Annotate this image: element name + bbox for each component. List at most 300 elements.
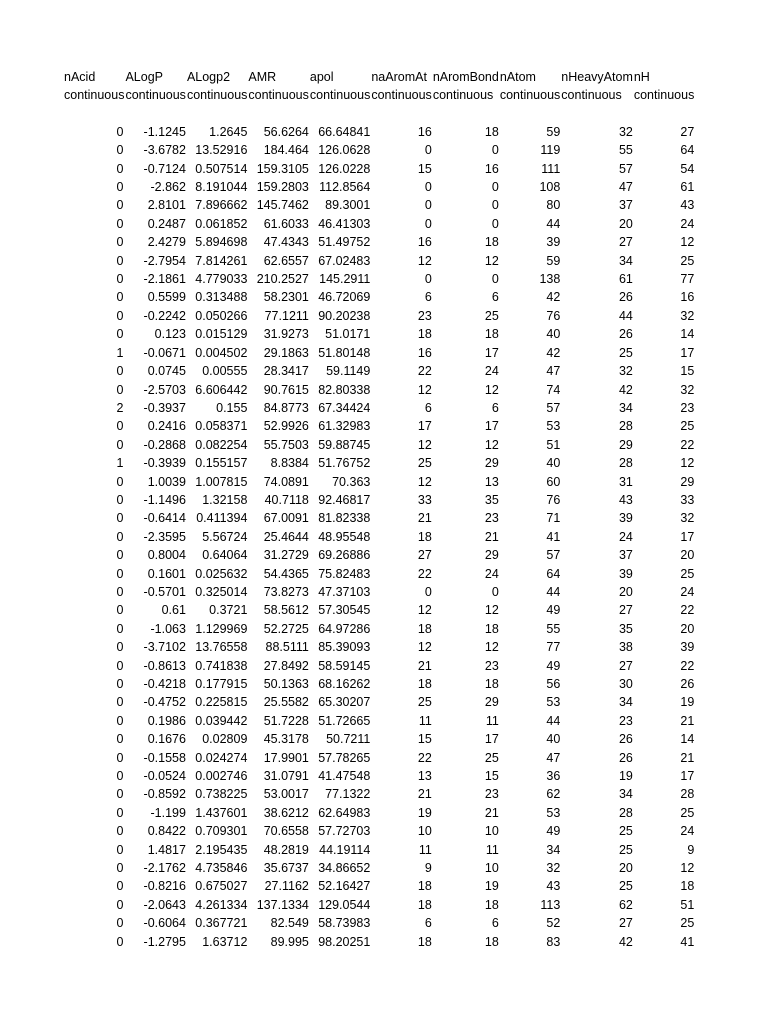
table-cell[interactable]: 7.896662	[195, 198, 248, 213]
table-cell[interactable]: 20	[680, 621, 695, 636]
table-cell[interactable]: 34	[618, 787, 633, 802]
table-cell[interactable]: 65.30207	[318, 695, 371, 710]
table-cell[interactable]: 43	[680, 198, 695, 213]
table-cell[interactable]: 50.1363	[263, 677, 309, 691]
table-cell[interactable]: 21	[484, 805, 499, 820]
table-cell[interactable]: 0	[491, 180, 499, 195]
table-cell[interactable]: 61	[618, 272, 633, 287]
table-cell[interactable]: -0.0524	[143, 769, 186, 784]
table-cell[interactable]: 44	[618, 308, 633, 323]
table-cell[interactable]: 2.195435	[195, 842, 248, 857]
table-cell[interactable]: 26	[618, 750, 633, 765]
table-cell[interactable]: 18	[417, 879, 432, 894]
table-cell[interactable]: 0	[116, 640, 124, 655]
table-cell[interactable]: 16	[417, 345, 432, 360]
table-cell[interactable]: 40	[546, 732, 561, 747]
column-type-cell[interactable]: continuous	[561, 88, 622, 103]
table-cell[interactable]: 0.313488	[195, 290, 248, 305]
table-cell[interactable]: 108	[539, 180, 561, 195]
table-cell[interactable]: 0	[116, 419, 124, 434]
table-cell[interactable]: -2.7954	[143, 253, 186, 268]
table-cell[interactable]: -0.8592	[143, 787, 186, 802]
table-cell[interactable]: 53	[546, 805, 561, 820]
table-cell[interactable]: 25	[618, 345, 633, 360]
table-cell[interactable]: 27	[618, 658, 633, 673]
table-cell[interactable]: 4.735846	[195, 861, 248, 876]
table-cell[interactable]: 6	[424, 916, 432, 931]
table-cell[interactable]: 0.1676	[147, 732, 186, 747]
table-cell[interactable]: 0.058371	[195, 419, 248, 434]
table-cell[interactable]: 18	[484, 235, 499, 250]
table-cell[interactable]: 12	[417, 640, 432, 655]
table-cell[interactable]: 2	[116, 400, 124, 415]
table-cell[interactable]: 0.155	[216, 400, 248, 415]
table-cell[interactable]: 11	[418, 842, 432, 857]
table-cell[interactable]: 0.2416	[147, 419, 186, 434]
table-cell[interactable]: 24	[484, 566, 499, 581]
table-cell[interactable]: 53.0017	[263, 787, 309, 802]
table-cell[interactable]: 41	[546, 529, 561, 544]
table-cell[interactable]: 32	[680, 511, 695, 526]
table-cell[interactable]: 12	[484, 253, 499, 268]
table-cell[interactable]: 58.5612	[263, 603, 309, 618]
table-cell[interactable]: -2.5703	[143, 382, 186, 397]
table-cell[interactable]: 24	[680, 584, 695, 599]
table-cell[interactable]: 25	[417, 695, 432, 710]
table-cell[interactable]: 56	[546, 677, 561, 691]
table-cell[interactable]: 28	[680, 787, 695, 802]
table-cell[interactable]: 51.72665	[318, 713, 371, 728]
blank-cell[interactable]	[248, 105, 309, 123]
table-cell[interactable]: 23	[484, 658, 499, 673]
table-cell[interactable]: 0.02809	[202, 732, 248, 747]
table-cell[interactable]: 18	[417, 897, 432, 912]
table-cell[interactable]: 80	[546, 198, 561, 213]
table-cell[interactable]: 61.6033	[263, 216, 309, 231]
table-cell[interactable]: 10	[484, 824, 499, 839]
table-cell[interactable]: 16	[484, 161, 499, 176]
table-cell[interactable]: 1.63712	[202, 934, 248, 949]
table-cell[interactable]: 0	[424, 198, 432, 213]
table-cell[interactable]: 24	[618, 529, 633, 544]
table-cell[interactable]: 0.123	[154, 327, 186, 342]
table-cell[interactable]: 1.32158	[202, 492, 248, 507]
table-cell[interactable]: 0.741838	[195, 658, 248, 673]
table-cell[interactable]: 82.80338	[318, 382, 371, 397]
table-cell[interactable]: 41	[680, 934, 695, 949]
table-cell[interactable]: 34	[618, 253, 633, 268]
table-cell[interactable]: 27	[618, 916, 633, 931]
table-cell[interactable]: 12	[484, 603, 499, 618]
table-cell[interactable]: 0	[116, 548, 124, 563]
table-cell[interactable]: 0	[491, 272, 499, 287]
table-cell[interactable]: 54.4365	[263, 566, 309, 581]
table-cell[interactable]: -2.1861	[143, 272, 186, 287]
table-cell[interactable]: 9	[687, 842, 695, 857]
column-header[interactable]	[500, 68, 561, 86]
table-cell[interactable]: 12	[680, 861, 695, 876]
table-cell[interactable]: 1.129969	[195, 621, 248, 636]
table-cell[interactable]: 22	[680, 437, 695, 452]
table-cell[interactable]: 46.41303	[318, 216, 371, 231]
table-cell[interactable]: 58.2301	[263, 290, 309, 305]
table-cell[interactable]: 36	[546, 769, 561, 784]
table-cell[interactable]: -1.199	[150, 805, 186, 820]
table-cell[interactable]: 77	[680, 272, 695, 287]
table-cell[interactable]: 0.1601	[147, 566, 186, 581]
table-cell[interactable]: 26	[618, 732, 633, 747]
column-header[interactable]	[310, 68, 371, 86]
table-cell[interactable]: 0	[491, 143, 499, 158]
table-cell[interactable]: 59.88745	[318, 437, 371, 452]
table-cell[interactable]: 17	[680, 769, 695, 784]
table-cell[interactable]: 27	[680, 124, 695, 139]
table-cell[interactable]: 98.20251	[318, 934, 371, 949]
table-cell[interactable]: 0	[116, 529, 124, 544]
table-cell[interactable]: 0	[116, 308, 124, 323]
table-cell[interactable]: 53	[546, 695, 561, 710]
table-cell[interactable]: 62.6557	[263, 253, 309, 268]
table-cell[interactable]: 32	[680, 382, 695, 397]
column-type-cell[interactable]: continuous	[64, 88, 125, 103]
table-cell[interactable]: 43	[618, 492, 633, 507]
table-cell[interactable]: 19	[618, 769, 633, 784]
table-cell[interactable]: -1.063	[150, 621, 186, 636]
table-cell[interactable]: 31.9273	[263, 327, 309, 342]
table-cell[interactable]: 92.46817	[318, 492, 371, 507]
table-cell[interactable]: 39	[618, 511, 633, 526]
table-cell[interactable]: 39	[680, 640, 695, 655]
table-cell[interactable]: 0.325014	[195, 584, 248, 599]
table-cell[interactable]: 76	[546, 492, 561, 507]
table-cell[interactable]: 0.050266	[195, 308, 248, 323]
table-cell[interactable]: 25.4644	[263, 529, 309, 544]
table-cell[interactable]: 70.6558	[263, 824, 309, 839]
table-cell[interactable]: 73.8273	[263, 584, 309, 599]
table-cell[interactable]: 6	[424, 290, 432, 305]
table-cell[interactable]: -1.1245	[143, 124, 186, 139]
table-cell[interactable]: 64.97286	[318, 621, 371, 636]
table-cell[interactable]: 51.7228	[263, 713, 309, 728]
table-cell[interactable]: 18	[484, 677, 499, 691]
table-cell[interactable]: 29	[680, 474, 695, 489]
table-cell[interactable]: 58.73983	[318, 916, 371, 931]
table-cell[interactable]: 0.002746	[195, 769, 248, 784]
table-cell[interactable]: 24	[680, 824, 695, 839]
table-cell[interactable]: 18	[417, 934, 432, 949]
table-cell[interactable]: 51	[680, 897, 695, 912]
column-header[interactable]	[371, 68, 432, 86]
table-cell[interactable]: 1.437601	[195, 805, 248, 820]
table-cell[interactable]: 77.1211	[264, 308, 309, 323]
table-cell[interactable]: 0	[116, 897, 124, 912]
table-cell[interactable]: 55	[546, 621, 561, 636]
table-cell[interactable]: 45.3178	[263, 732, 309, 747]
table-cell[interactable]: 44	[546, 713, 561, 728]
table-cell[interactable]: 0.1986	[147, 713, 186, 728]
table-cell[interactable]: -0.8613	[143, 658, 186, 673]
table-cell[interactable]: -0.4218	[143, 677, 186, 691]
table-cell[interactable]: 145.2911	[319, 272, 371, 287]
table-cell[interactable]: 49	[546, 658, 561, 673]
table-cell[interactable]: 90.7615	[263, 382, 309, 397]
table-cell[interactable]: 0.2487	[147, 216, 186, 231]
table-cell[interactable]: 15	[484, 769, 499, 784]
column-type-cell[interactable]: continuous	[432, 88, 494, 103]
table-cell[interactable]: 51.49752	[318, 235, 371, 250]
table-cell[interactable]: 16	[680, 290, 695, 305]
table-cell[interactable]: 0	[424, 180, 432, 195]
table-cell[interactable]: 0	[116, 916, 124, 931]
table-cell[interactable]: 51.80148	[318, 345, 371, 360]
table-cell[interactable]: 126.0228	[318, 161, 371, 176]
table-cell[interactable]: 7.814261	[195, 253, 248, 268]
table-cell[interactable]: 0.709301	[195, 824, 248, 839]
table-cell[interactable]: 18	[417, 677, 432, 691]
table-cell[interactable]: 27.1162	[264, 879, 309, 894]
table-cell[interactable]: 18	[417, 621, 432, 636]
table-cell[interactable]: 15	[417, 732, 432, 747]
table-cell[interactable]: 51	[546, 437, 561, 452]
table-cell[interactable]: 13	[417, 769, 432, 784]
table-cell[interactable]: 57.30545	[318, 603, 371, 618]
table-cell[interactable]: 13.76558	[195, 640, 248, 655]
table-cell[interactable]: 0.8422	[147, 824, 186, 839]
table-cell[interactable]: 37	[618, 198, 633, 213]
table-cell[interactable]: 0	[116, 861, 124, 876]
table-cell[interactable]: 0.507514	[195, 161, 248, 176]
column-header[interactable]	[634, 68, 695, 86]
table-cell[interactable]: 10	[417, 824, 432, 839]
table-cell[interactable]: 66.64841	[318, 124, 371, 139]
table-cell[interactable]: 0.025632	[195, 566, 248, 581]
table-cell[interactable]: 29	[484, 548, 499, 563]
table-cell[interactable]: 31.2729	[263, 548, 309, 563]
table-cell[interactable]: 5.56724	[202, 529, 248, 544]
table-cell[interactable]: 0	[116, 713, 124, 728]
table-cell[interactable]: 0.411394	[196, 511, 248, 526]
table-cell[interactable]: 0	[116, 879, 124, 894]
table-cell[interactable]: 129.0544	[318, 897, 371, 912]
table-cell[interactable]: 51.0171	[325, 327, 371, 342]
table-cell[interactable]: 38	[618, 640, 633, 655]
blank-cell[interactable]	[500, 105, 561, 123]
table-cell[interactable]: 52.16427	[318, 879, 371, 894]
table-cell[interactable]: 67.0091	[263, 511, 309, 526]
table-cell[interactable]: 0.61	[161, 603, 186, 618]
column-type-cell[interactable]: continuous	[371, 88, 432, 103]
table-cell[interactable]: 0	[116, 492, 124, 507]
table-cell[interactable]: 0.738225	[195, 787, 248, 802]
column-header[interactable]	[187, 68, 248, 86]
table-cell[interactable]: 41.47548	[318, 769, 371, 784]
table-cell[interactable]: 46.72069	[318, 290, 371, 305]
table-cell[interactable]: 52.9926	[263, 419, 309, 434]
table-cell[interactable]: 57	[618, 161, 633, 176]
table-cell[interactable]: 24	[680, 216, 695, 231]
table-cell[interactable]: 22	[417, 364, 432, 379]
table-cell[interactable]: -0.0671	[143, 345, 186, 360]
table-cell[interactable]: 49	[546, 824, 561, 839]
table-cell[interactable]: 12	[484, 437, 499, 452]
table-cell[interactable]: 18	[484, 124, 499, 139]
blank-cell[interactable]	[561, 105, 634, 123]
table-cell[interactable]: 71	[546, 511, 561, 526]
table-cell[interactable]: 26	[618, 290, 633, 305]
table-cell[interactable]: 11	[485, 713, 499, 728]
table-cell[interactable]: 42	[546, 290, 561, 305]
table-cell[interactable]: 0	[116, 805, 124, 820]
table-cell[interactable]: 0	[116, 216, 124, 231]
table-cell[interactable]: 34.86652	[318, 861, 371, 876]
table-cell[interactable]: 48.95548	[318, 529, 371, 544]
table-cell[interactable]: -0.3939	[143, 456, 186, 471]
table-cell[interactable]: 18	[417, 529, 432, 544]
table-cell[interactable]: 25	[618, 824, 633, 839]
table-cell[interactable]: 18	[484, 327, 499, 342]
table-cell[interactable]: 2.8101	[147, 198, 186, 213]
table-cell[interactable]: 89.995	[270, 934, 309, 949]
table-cell[interactable]: 81.82338	[318, 511, 371, 526]
table-cell[interactable]: 17	[680, 345, 695, 360]
column-type-cell[interactable]: continuous	[633, 88, 695, 103]
table-cell[interactable]: 67.34424	[318, 400, 371, 415]
table-cell[interactable]: 57	[546, 548, 561, 563]
table-cell[interactable]: 12	[484, 382, 499, 397]
table-cell[interactable]: 27	[417, 548, 432, 563]
table-cell[interactable]: 0.5599	[147, 290, 186, 305]
column-header[interactable]	[248, 68, 309, 86]
column-type-cell[interactable]: continuous	[125, 88, 186, 103]
table-cell[interactable]: 20	[618, 861, 633, 876]
table-cell[interactable]: 33	[680, 492, 695, 507]
table-cell[interactable]: 0	[116, 364, 124, 379]
table-cell[interactable]: 40.7118	[264, 492, 309, 507]
table-cell[interactable]: -0.7124	[143, 161, 186, 176]
table-cell[interactable]: 57.78265	[318, 750, 371, 765]
table-cell[interactable]: 0.177915	[195, 677, 248, 691]
table-cell[interactable]: 0.675027	[195, 879, 248, 894]
table-cell[interactable]: 25	[484, 750, 499, 765]
table-cell[interactable]: 18	[484, 621, 499, 636]
table-cell[interactable]: 0	[424, 584, 432, 599]
table-cell[interactable]: 0	[116, 382, 124, 397]
table-cell[interactable]: -0.5701	[143, 584, 186, 599]
table-cell[interactable]: 0.082254	[195, 437, 248, 452]
table-cell[interactable]: 210.2527	[256, 272, 309, 287]
table-cell[interactable]: 21	[680, 713, 695, 728]
table-cell[interactable]: 0	[116, 584, 124, 599]
table-cell[interactable]: 34	[618, 695, 633, 710]
table-cell[interactable]: 0	[116, 198, 124, 213]
table-cell[interactable]: 0.155157	[195, 456, 248, 471]
table-cell[interactable]: 57.72703	[318, 824, 371, 839]
table-cell[interactable]: 83	[546, 934, 561, 949]
table-cell[interactable]: 112.8564	[319, 180, 371, 195]
table-cell[interactable]: 15	[680, 364, 695, 379]
table-cell[interactable]: 21	[417, 658, 432, 673]
table-cell[interactable]: 21	[417, 787, 432, 802]
table-cell[interactable]: 8.8384	[270, 456, 309, 471]
table-cell[interactable]: 77	[546, 640, 561, 655]
table-cell[interactable]: 0	[116, 161, 124, 176]
table-cell[interactable]: -1.2795	[143, 934, 186, 949]
table-cell[interactable]: 52.2725	[263, 621, 309, 636]
table-cell[interactable]: 25	[417, 456, 432, 471]
table-cell[interactable]: 44.19114	[319, 842, 371, 857]
table-cell[interactable]: 6	[424, 400, 432, 415]
table-cell[interactable]: 67.02483	[318, 253, 371, 268]
table-cell[interactable]: -3.6782	[143, 143, 186, 158]
table-cell[interactable]: 29	[484, 456, 499, 471]
table-cell[interactable]: 38.6212	[263, 805, 309, 820]
column-header[interactable]	[561, 68, 634, 86]
table-cell[interactable]: 28	[618, 419, 633, 434]
table-cell[interactable]: 90.20238	[318, 308, 371, 323]
table-cell[interactable]: 126.0628	[318, 143, 371, 158]
table-cell[interactable]: 0	[116, 658, 124, 673]
table-cell[interactable]: 17.9901	[263, 750, 309, 765]
table-cell[interactable]: 25.5582	[263, 695, 309, 710]
table-cell[interactable]: 20	[680, 548, 695, 563]
table-cell[interactable]: 0.039442	[195, 713, 248, 728]
table-cell[interactable]: 44	[546, 584, 561, 599]
table-cell[interactable]: 42	[546, 345, 561, 360]
table-cell[interactable]: 0	[116, 677, 124, 691]
table-cell[interactable]: 59.1149	[326, 364, 371, 379]
table-cell[interactable]: 40	[546, 327, 561, 342]
table-cell[interactable]: 0	[116, 474, 124, 489]
table-cell[interactable]: 57	[546, 400, 561, 415]
table-cell[interactable]: 47	[546, 364, 561, 379]
table-cell[interactable]: 1	[116, 345, 124, 360]
table-cell[interactable]: 88.5111	[265, 640, 309, 655]
table-cell[interactable]: 47.4343	[263, 235, 309, 250]
table-cell[interactable]: 59	[546, 253, 561, 268]
table-cell[interactable]: 55	[618, 143, 633, 158]
table-cell[interactable]: 56.6264	[263, 124, 309, 139]
table-cell[interactable]: 51.76752	[318, 456, 371, 471]
table-cell[interactable]: 74	[546, 382, 561, 397]
table-cell[interactable]: 4.261334	[195, 897, 248, 912]
table-cell[interactable]: 4.779033	[195, 272, 248, 287]
table-cell[interactable]: 62	[546, 787, 561, 802]
table-cell[interactable]: 18	[680, 879, 695, 894]
column-type-cell[interactable]: continuous	[248, 88, 309, 103]
table-cell[interactable]: 19	[484, 879, 499, 894]
table-cell[interactable]: 26	[618, 327, 633, 342]
table-cell[interactable]: 62	[618, 897, 633, 912]
table-cell[interactable]: 61.32983	[318, 419, 371, 434]
table-cell[interactable]: 25	[680, 805, 695, 820]
table-cell[interactable]: 0.024274	[195, 750, 248, 765]
table-cell[interactable]: 1.007815	[195, 474, 248, 489]
table-cell[interactable]: 74.0891	[263, 474, 309, 489]
table-cell[interactable]: -0.2868	[143, 437, 186, 452]
table-cell[interactable]: 0	[116, 769, 124, 784]
table-cell[interactable]: 1.2645	[209, 124, 248, 139]
table-cell[interactable]: 62.64983	[318, 805, 371, 820]
table-cell[interactable]: 40	[546, 456, 561, 471]
table-cell[interactable]: 6	[491, 290, 499, 305]
table-cell[interactable]: 9	[424, 861, 432, 876]
table-cell[interactable]: 55.7503	[263, 437, 309, 452]
table-cell[interactable]: 69.26886	[318, 548, 371, 563]
table-cell[interactable]: 23	[484, 511, 499, 526]
table-cell[interactable]: 0.64064	[202, 548, 248, 563]
table-cell[interactable]: 39	[546, 235, 561, 250]
table-cell[interactable]: 20	[618, 216, 633, 231]
